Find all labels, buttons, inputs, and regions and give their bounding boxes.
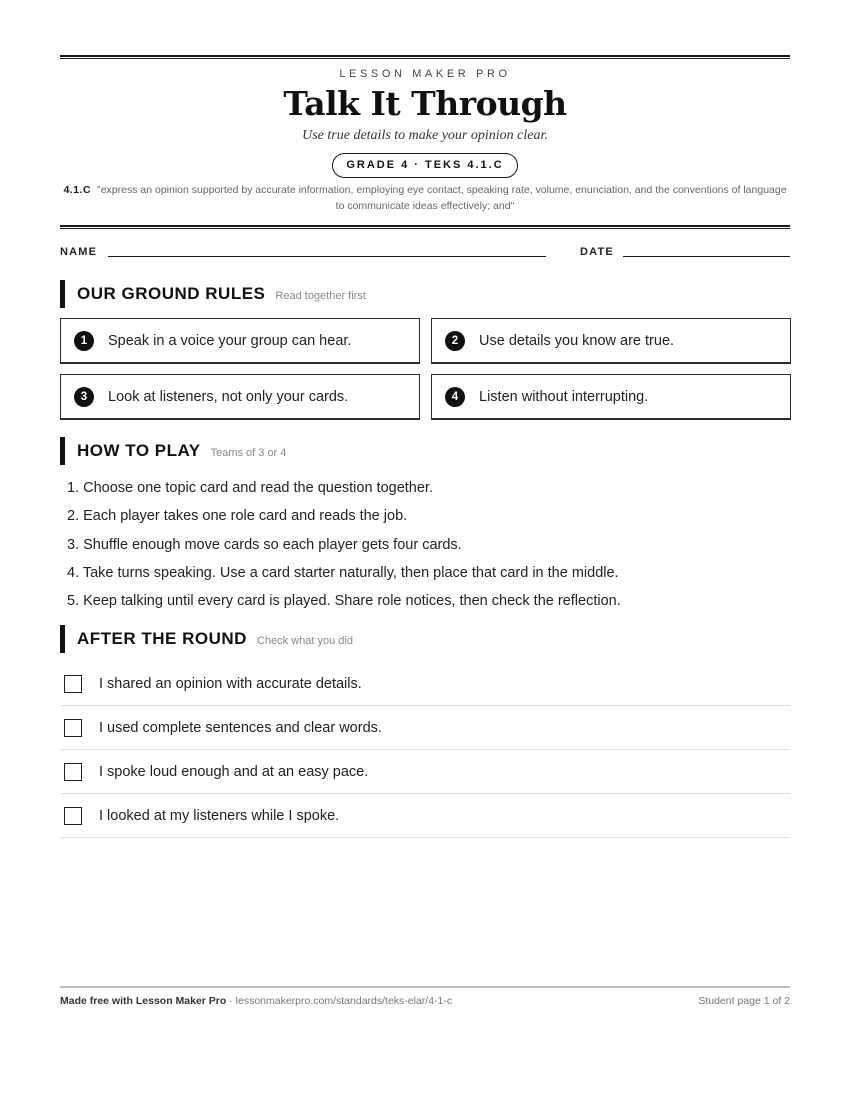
rule-number-badge: 3 <box>74 387 94 407</box>
how-to-play-title: HOW TO PLAY <box>77 441 201 460</box>
checklist-row <box>60 750 790 794</box>
standard-description <box>60 182 790 214</box>
step-item: 4. Take turns speaking. Use a card starter naturally, then place that card in the middle. <box>67 565 619 582</box>
ground-rules-title: OUR GROUND RULES <box>77 284 266 303</box>
rule-number-badge: 4 <box>445 387 465 407</box>
checklist-row <box>60 662 790 706</box>
ground-rule-card <box>60 374 420 420</box>
name-field[interactable] <box>108 256 546 257</box>
reflection-checklist <box>60 662 790 838</box>
rule-number-badge: 1 <box>74 331 94 351</box>
how-to-play-heading <box>60 437 286 465</box>
after-round-title: AFTER THE ROUND <box>77 629 247 648</box>
reflection-checkbox[interactable] <box>64 763 82 781</box>
reflection-checkbox[interactable] <box>64 675 82 693</box>
rule-text: Use details you know are true. <box>479 332 675 349</box>
step-item: 5. Keep talking until every card is played. Share role notices, then check the reflection. <box>67 593 621 610</box>
how-to-play-steps <box>67 474 787 615</box>
ground-rule-card <box>431 374 791 420</box>
ground-rules-subtitle: Read together first <box>275 289 366 302</box>
checklist-text: I looked at my listeners while I spoke. <box>99 807 340 824</box>
page-subtitle: Use true details to make your opinion clear. <box>302 128 548 143</box>
rule-text: Listen without interrupting. <box>479 388 649 405</box>
rule-text: Speak in a voice your group can hear. <box>108 332 352 349</box>
brand-name: LESSON MAKER PRO <box>339 68 511 80</box>
step-item: 1. Choose one topic card and read the question together. <box>67 480 433 497</box>
checklist-text: I spoke loud enough and at an easy pace. <box>99 763 369 780</box>
how-to-play-subtitle: Teams of 3 or 4 <box>210 446 287 459</box>
ground-rules-heading <box>60 280 366 308</box>
after-round-heading <box>60 625 353 653</box>
reflection-checkbox[interactable] <box>64 719 82 737</box>
standard-text: "express an opinion supported by accurate information, employing eye contact, speaking rate, volume, enunciation, and the conventions of language to communicate ideas effectively; and" <box>96 184 787 212</box>
date-label: DATE <box>580 246 614 258</box>
footer-credit <box>60 995 452 1007</box>
checklist-row <box>60 706 790 750</box>
checklist-row <box>60 794 790 838</box>
header-top-rule <box>60 55 790 59</box>
footer-url[interactable]: · lessonmakerpro.com/standards/teks-elar/4-1-c <box>226 995 453 1007</box>
after-round-subtitle: Check what you did <box>256 634 353 647</box>
date-field[interactable] <box>623 256 790 257</box>
reflection-checkbox[interactable] <box>64 807 82 825</box>
name-label: NAME <box>60 246 98 258</box>
grade-badge-wrap <box>60 153 790 178</box>
standard-code: 4.1.C <box>63 184 92 196</box>
footer-made-with: Made free with Lesson Maker Pro <box>60 995 227 1007</box>
ground-rule-card <box>431 318 791 364</box>
ground-rule-card <box>60 318 420 364</box>
step-item: 2. Each player takes one role card and reads the job. <box>67 508 408 525</box>
header-bottom-rule <box>60 225 790 229</box>
rule-text: Look at listeners, not only your cards. <box>108 388 349 405</box>
checklist-text: I used complete sentences and clear words. <box>99 719 382 736</box>
rule-number-badge: 2 <box>445 331 465 351</box>
grade-badge: GRADE 4 · TEKS 4.1.C <box>332 153 517 178</box>
page-title: Talk It Through <box>283 84 567 123</box>
checklist-text: I shared an opinion with accurate details. <box>99 675 362 692</box>
worksheet-page <box>60 0 790 1100</box>
footer-page-label: Student page 1 of 2 <box>698 995 790 1007</box>
footer-rule <box>60 986 790 988</box>
step-item: 3. Shuffle enough move cards so each player gets four cards. <box>67 536 462 553</box>
